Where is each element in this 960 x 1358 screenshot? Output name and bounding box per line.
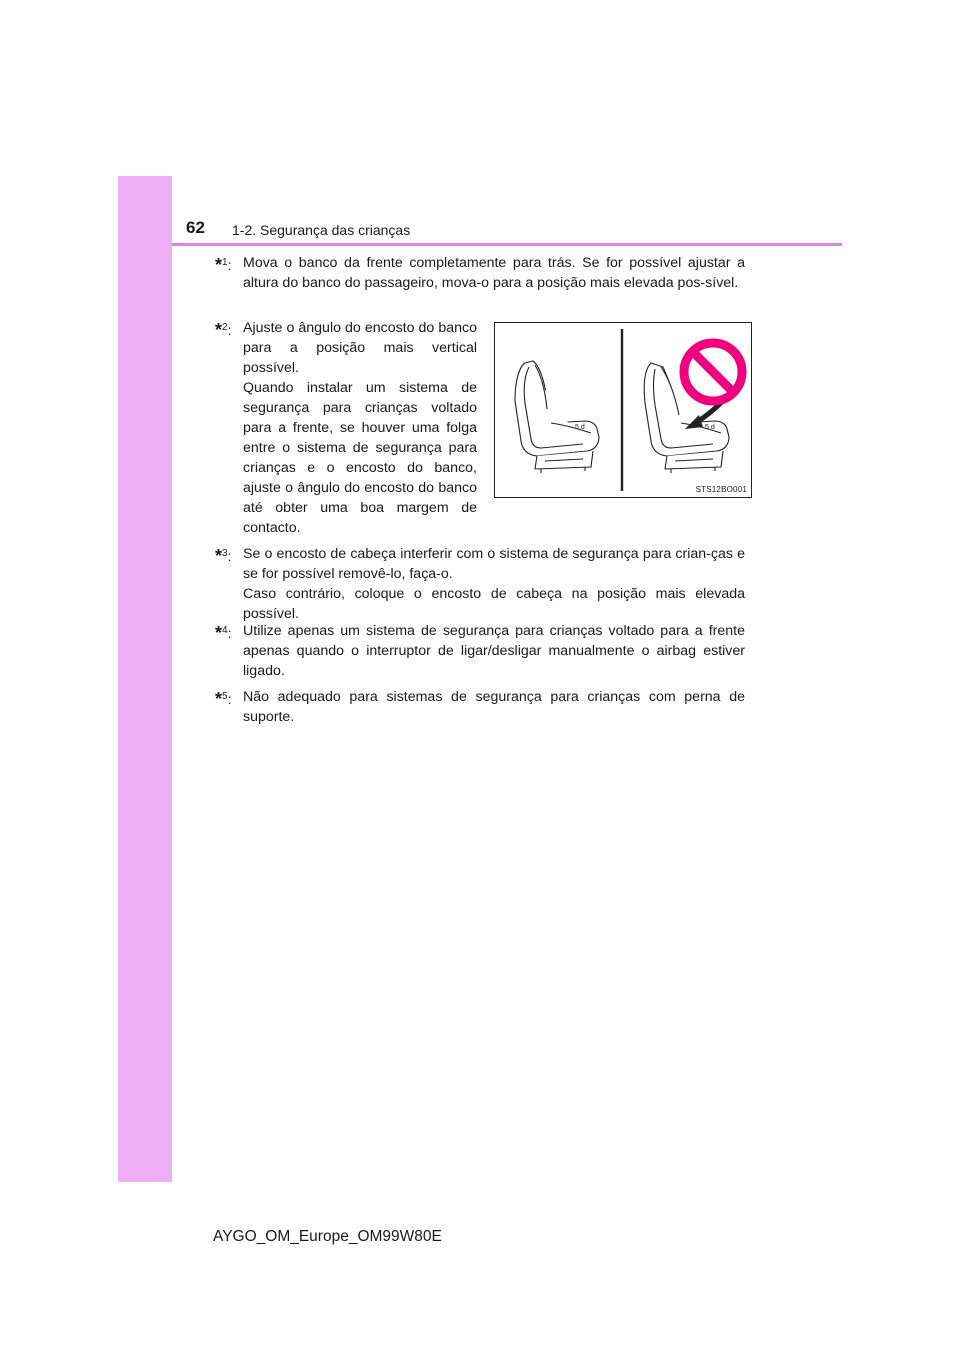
footnote-marker: *$^5$:	[215, 689, 232, 709]
footnote-text: Mova o banco da frente completamente para trás. Se for possível ajustar a altura do banco do passageiro, mova-o para a posição mais elevada pos-sível.	[243, 255, 745, 291]
footnote-marker: *$^1$:	[215, 255, 232, 275]
figure-code: STS12BO001	[695, 485, 747, 494]
footnote-text: Caso contrário, coloque o encosto de cabeça na posição mais elevada possível.	[243, 586, 745, 622]
svg-text:5 d: 5 d	[575, 424, 585, 431]
footnote-marker: *$^4$:	[215, 623, 232, 643]
footnote-marker: *$^2$:	[215, 320, 232, 340]
footnote-text: Utilize apenas um sistema de segurança para crianças voltado para a frente apenas quando o interruptor de ligar/desligar manualmente o airbag estiver ligado.	[243, 623, 745, 679]
prohibited-icon	[684, 343, 742, 401]
seat-angle-illustration	[494, 322, 752, 498]
chapter-sidebar-tab	[118, 176, 172, 1182]
svg-text:5 d: 5 d	[705, 424, 715, 431]
footnote-text: Se o encosto de cabeça interferir com o sistema de segurança para crian-ças e se for possível removê-lo, faça-o.	[243, 546, 745, 582]
footnote-marker: *$^3$:	[215, 546, 232, 566]
seat-illustration-svg	[495, 323, 751, 497]
footnote-5	[215, 687, 745, 727]
footnote-4	[215, 621, 745, 681]
footnote-3	[215, 544, 745, 624]
footnote-2	[215, 318, 477, 538]
footnote-1	[215, 253, 745, 293]
header-rule	[172, 243, 842, 246]
page-number: 62	[186, 218, 205, 237]
footnote-text: Não adequado para sistemas de segurança para crianças com perna de suporte.	[243, 689, 745, 725]
document-id: AYGO_OM_Europe_OM99W80E	[213, 1228, 442, 1245]
footnote-text: Quando instalar um sistema de segurança para crianças voltado para a frente, se houver uma folga entre o sistema de segurança para crianças e o encosto do banco, ajuste o ângulo do encosto do banco até obter uma boa margem de contacto.	[243, 380, 477, 536]
upright-seat-icon	[515, 361, 599, 473]
section-title: 1-2. Segurança das crianças	[232, 222, 411, 238]
footnote-text: Ajuste o ângulo do encosto do banco para a posição mais vertical possível.	[243, 320, 477, 376]
